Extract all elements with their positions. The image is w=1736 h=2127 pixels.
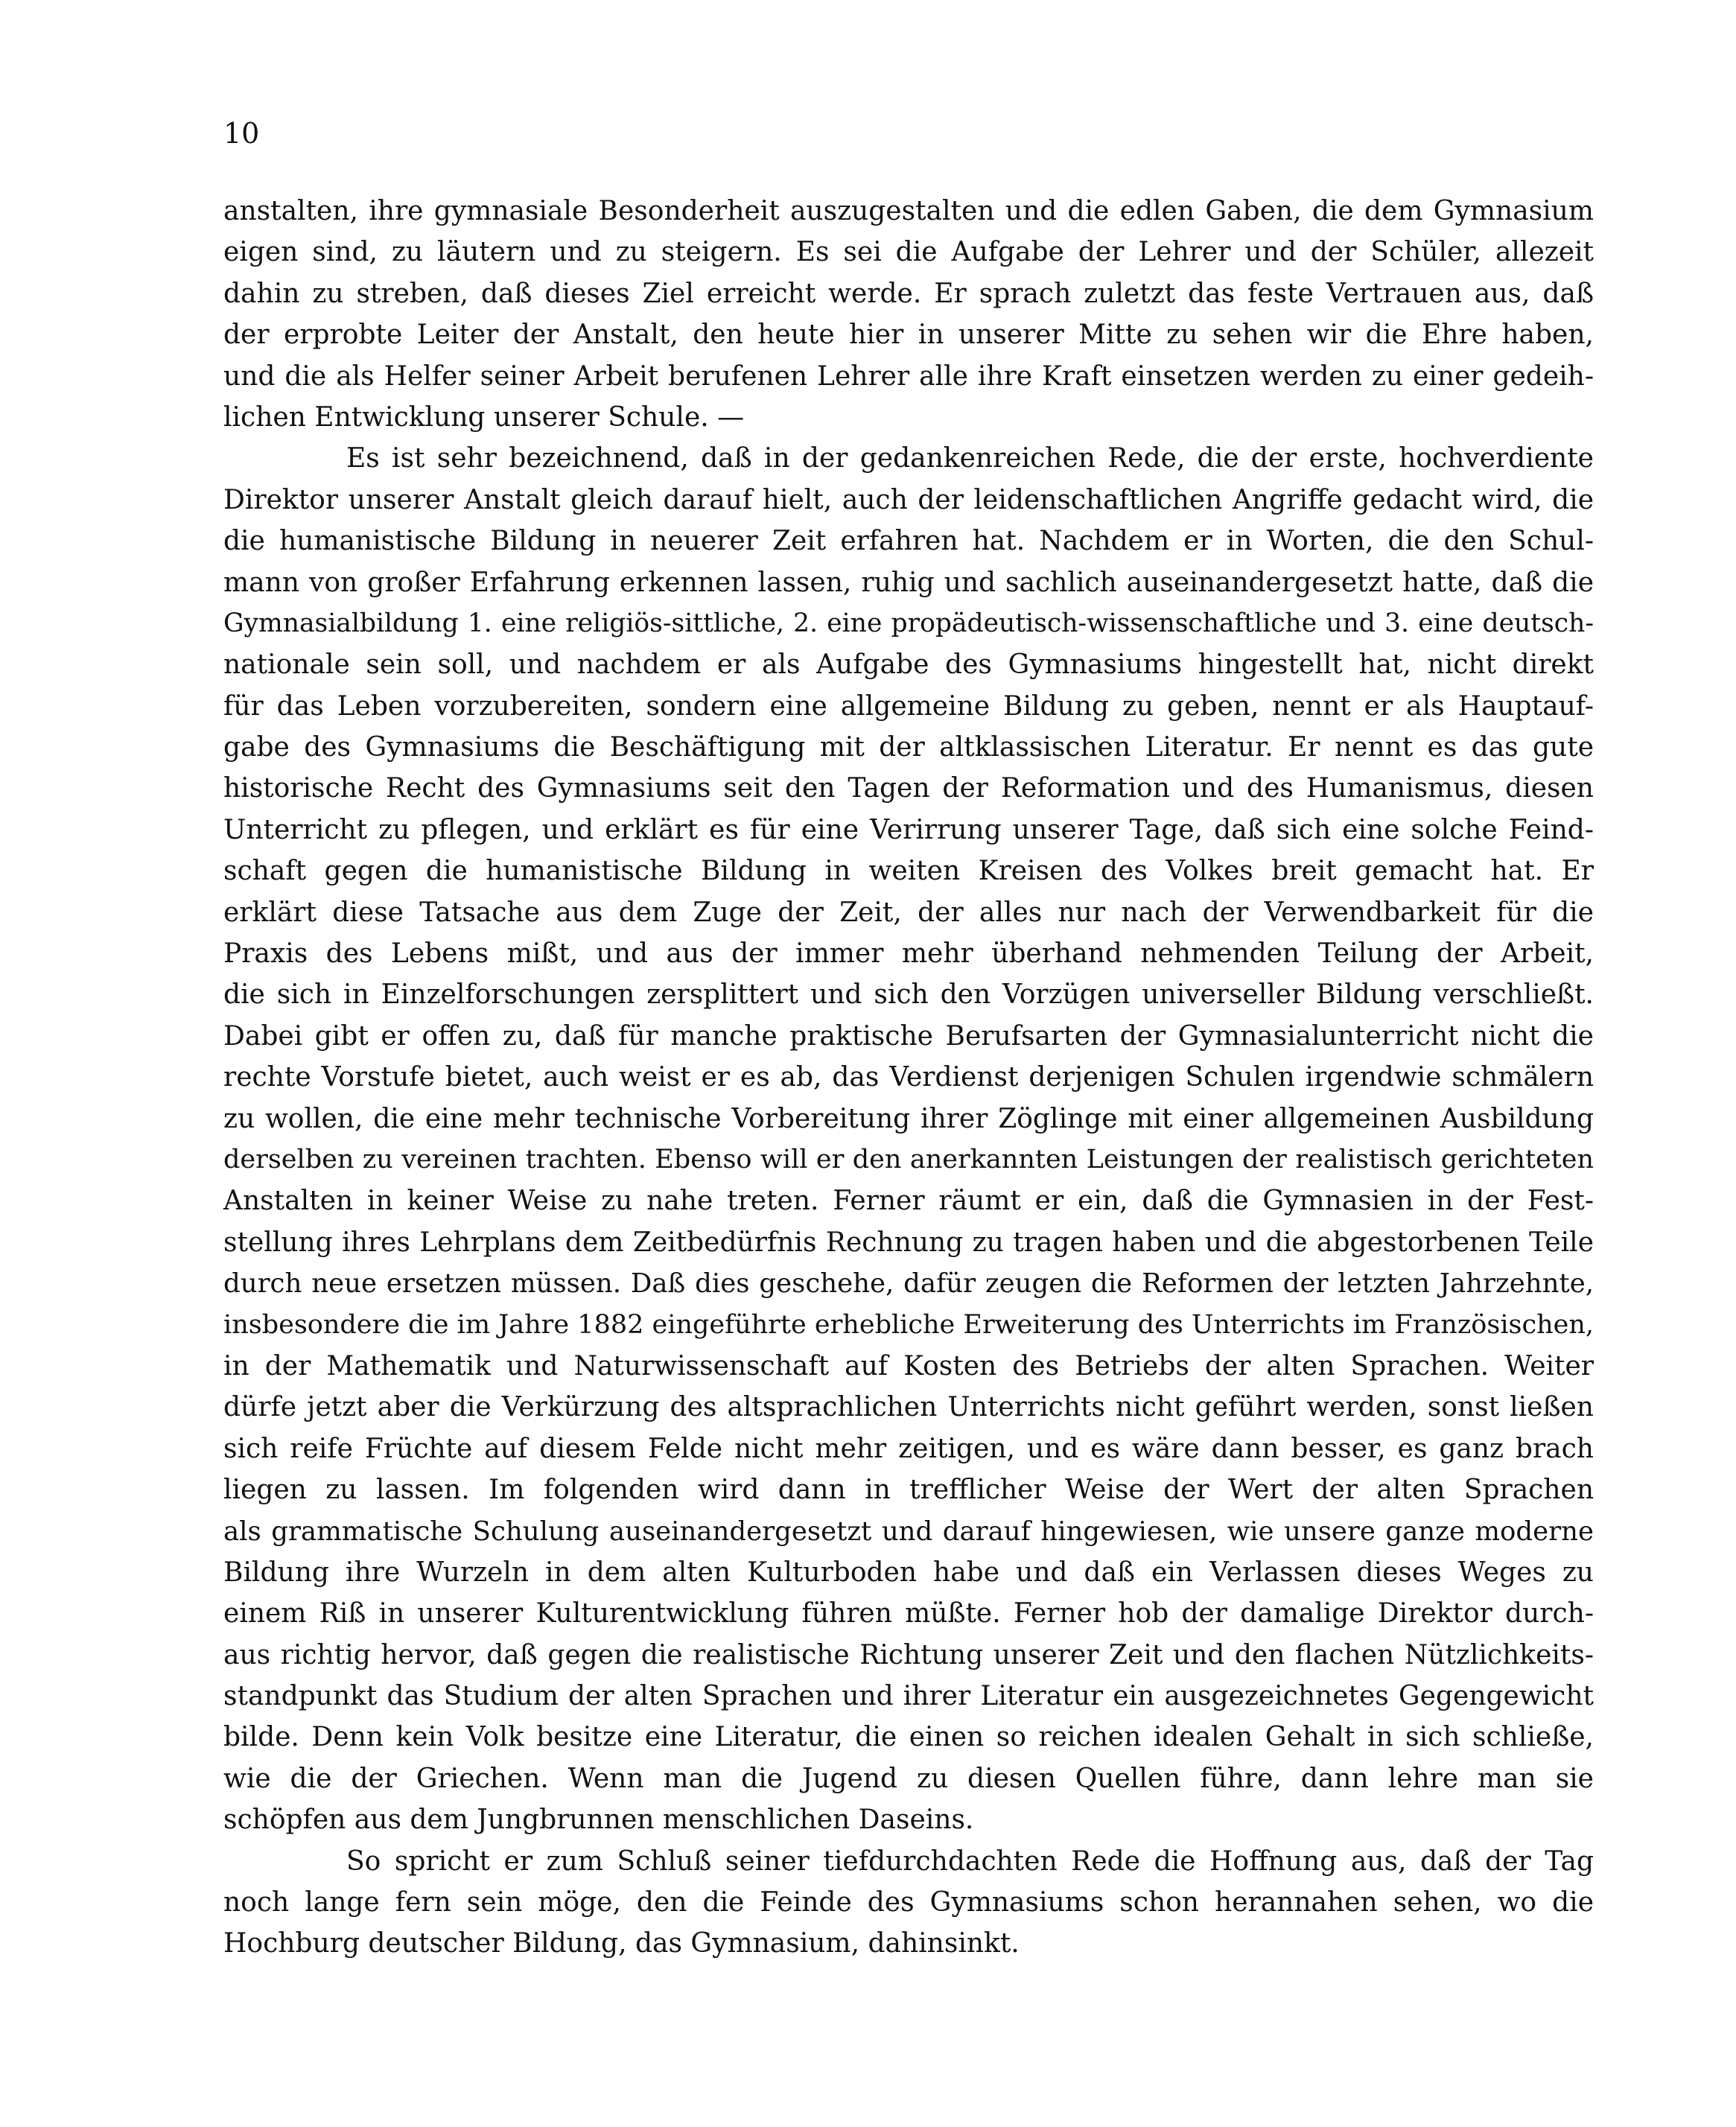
text-line: der erprobte Leiter der Anstalt, den heute hier in unserer Mitte zu sehen wir die Ehre haben, [223, 319, 1594, 351]
text-line: eigen sind, zu läutern und zu steigern. Es sei die Aufgabe der Lehrer und der Schüler, allezeit [223, 237, 1594, 268]
text-line: liegen zu lassen. Im folgenden wird dann in trefflicher Weise der Wert der alten Sprachen [223, 1475, 1594, 1506]
text-line: Gymnasialbildung 1. eine religiös-sittliche, 2. eine propädeutisch-wissenschaftliche und 3. eine deutsch- [223, 608, 1594, 638]
text-line: schaft gegen die humanistische Bildung in weiten Kreisen des Volkes breit gemacht hat. Er [223, 856, 1594, 887]
text-line: schöpfen aus dem Jungbrunnen menschlichen Daseins. [223, 1805, 974, 1836]
text-line: Es ist sehr bezeichnend, daß in der gedankenreichen Rede, die der erste, hochverdiente [346, 443, 1594, 474]
text-line: für das Leben vorzubereiten, sondern eine allgemeine Bildung zu geben, nennt er als Hauptauf- [223, 690, 1594, 722]
text-line: wie die der Griechen. Wenn man die Jugend zu diesen Quellen führe, dann lehre man sie [223, 1763, 1594, 1794]
text-line: nationale sein soll, und nachdem er als Aufgabe des Gymnasiums hingestellt hat, nicht direkt [223, 649, 1594, 681]
text-line: Unterricht zu pflegen, und erklärt es für eine Verirrung unserer Tage, daß sich eine solche Feind- [223, 814, 1594, 845]
text-line: derselben zu vereinen trachten. Ebenso will er den anerkannten Leistungen der realistisch gerichteten [223, 1144, 1594, 1174]
text-line: dürfe jetzt aber die Verkürzung des altsprachlichen Unterrichts nicht geführt werden, sonst ließen [223, 1392, 1594, 1423]
text-line: einem Riß in unserer Kulturentwicklung führen müßte. Ferner hob der damalige Direktor durch- [223, 1598, 1594, 1630]
text-line: So spricht er zum Schluß seiner tiefdurchdachten Rede die Hoffnung aus, daß der Tag [346, 1845, 1594, 1877]
text-line: rechte Vorstufe bietet, auch weist er es ab, das Verdienst derjenigen Schulen irgendwie schmälern [223, 1062, 1594, 1093]
text-line: historische Recht des Gymnasiums seit den Tagen der Reformation und des Humanismus, diesen [223, 773, 1594, 804]
text-line: sich reife Früchte auf diesem Felde nicht mehr zeitigen, und es wäre dann besser, es ganz brach [223, 1433, 1594, 1464]
text-line: Direktor unserer Anstalt gleich darauf hielt, auch der leidenschaftlichen Angriffe gedacht wird, die [223, 484, 1594, 515]
text-line: zu wollen, die eine mehr technische Vorbereitung ihrer Zöglinge mit einer allgemeinen Ausbildung [223, 1103, 1594, 1134]
text-line: als grammatische Schulung auseinandergesetzt und darauf hingewiesen, wie unsere ganze moderne [223, 1516, 1594, 1547]
text-line: gabe des Gymnasiums die Beschäftigung mit der altklassischen Literatur. Er nennt es das gute [223, 732, 1594, 763]
text-line: insbesondere die im Jahre 1882 eingeführte erhebliche Erweiterung des Unterrichts im Französischen, [223, 1309, 1594, 1340]
text-line: erklärt diese Tatsache aus dem Zuge der Zeit, der alles nur nach der Verwendbarkeit für die [223, 897, 1594, 928]
text-line: anstalten, ihre gymnasiale Besonderheit auszugestalten und die edlen Gaben, die dem Gymnasium [223, 196, 1594, 226]
text-line: standpunkt das Studium der alten Sprachen und ihrer Literatur ein ausgezeichnetes Gegengewicht [223, 1681, 1594, 1712]
text-line: mann von großer Erfahrung erkennen lassen, ruhig und sachlich auseinandergesetzt hatte, daß die [223, 567, 1594, 598]
text-line: die humanistische Bildung in neuerer Zeit erfahren hat. Nachdem er in Worten, die den Schul- [223, 526, 1594, 557]
page-number: 10 [223, 117, 260, 150]
text-line: noch lange fern sein möge, den die Feinde des Gymnasiums schon herannahen sehen, wo die [223, 1887, 1594, 1918]
text-line: die sich in Einzelforschungen zersplittert und sich den Vorzügen universeller Bildung verschließt. [223, 979, 1594, 1011]
text-line: stellung ihres Lehrplans dem Zeitbedürfnis Rechnung zu tragen haben und die abgestorbenen Teile [223, 1227, 1594, 1258]
text-line: Anstalten in keiner Weise zu nahe treten. Ferner räumt er ein, daß die Gymnasien in der Fest- [223, 1186, 1594, 1217]
paragraph-p2 [223, 438, 1594, 1840]
text-line: und die als Helfer seiner Arbeit berufenen Lehrer alle ihre Kraft einsetzen werden zu einer gedeih- [223, 360, 1594, 392]
paragraph-p3 [223, 1841, 1594, 1965]
body-text [223, 191, 1594, 1965]
text-line: in der Mathematik und Naturwissenschaft auf Kosten des Betriebs der alten Sprachen. Weiter [223, 1350, 1594, 1382]
text-line: Hochburg deutscher Bildung, das Gymnasium, dahinsinkt. [223, 1928, 1020, 1959]
text-line: aus richtig hervor, daß gegen die realistische Richtung unserer Zeit und den flachen Nützlichkeits- [223, 1639, 1594, 1670]
text-line: Dabei gibt er offen zu, daß für manche praktische Berufsarten der Gymnasialunterricht nicht die [223, 1020, 1594, 1052]
text-line: Bildung ihre Wurzeln in dem alten Kulturboden habe und daß ein Verlassen dieses Weges zu [223, 1557, 1594, 1588]
text-line: dahin zu streben, daß dieses Ziel erreicht werde. Er sprach zuletzt das feste Vertrauen aus, daß [223, 278, 1594, 309]
text-line: durch neue ersetzen müssen. Daß dies geschehe, dafür zeugen die Reformen der letzten Jahrzehnte, [223, 1268, 1594, 1300]
text-line: lichen Entwicklung unserer Schule. — [223, 401, 745, 433]
paragraph-p1 [223, 191, 1594, 438]
text-line: bilde. Denn kein Volk besitze eine Literatur, die einen so reichen idealen Gehalt in sich schließe, [223, 1722, 1594, 1753]
text-line: Praxis des Lebens mißt, und aus der immer mehr überhand nehmenden Teilung der Arbeit, [223, 938, 1594, 970]
